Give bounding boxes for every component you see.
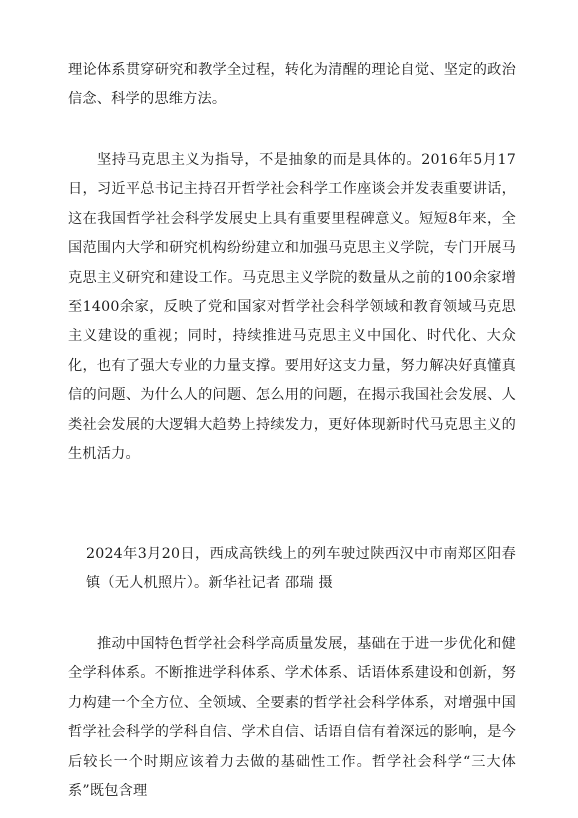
photo-caption: 2024年3月20日，西成高铁线上的列车驶过陕西汉中市南郑区阳春镇（无人机照片）。新华社记者 邵瑞 摄 [86, 546, 516, 592]
article-paragraph: 推动中国特色哲学社会科学高质量发展，基础在于进一步优化和健全学科体系。不断推进学科体系、学术体系、话语体系建设和创新，努力构建一个全方位、全领域、全要素的哲学社会科学体系，对增强中国哲学社会科学的学科自信、学术自信、话语自信有着深远的影响，是今后较长一个时期应该着力去做的基础性工作。哲学社会科学“三大体系”既包含理 [68, 636, 516, 800]
article-paragraph: 坚持马克思主义为指导，不是抽象的而是具体的。2016年5月17日，习近平总书记主持召开哲学社会科学工作座谈会并发表重要讲话，这在我国哲学社会科学发展史上具有重要里程碑意义。短短8年来，全国范围内大学和研究机构纷纷建立和加强马克思主义学院，专门开展马克思主义研究和建设工作。马克思主义学院的数量从之前的100余家增至1400余家，反映了党和国家对哲学社会科学领域和教育领域马克思主义建设的重视；同时，持续推进马克思主义中国化、时代化、大众化，也有了强大专业的力量支撑。要用好这支力量，努力解决好真懂真信的问题、为什么人的问题、怎么用的问题，在揭示我国社会发展、人类社会发展的大逻辑大趋势上持续发力，更好体现新时代马克思主义的生机活力。 [68, 152, 516, 463]
article-paragraph-continued: 理论体系贯穿研究和教学全过程，转化为清醒的理论自觉、坚定的政治信念、科学的思维方法。 [68, 62, 516, 108]
